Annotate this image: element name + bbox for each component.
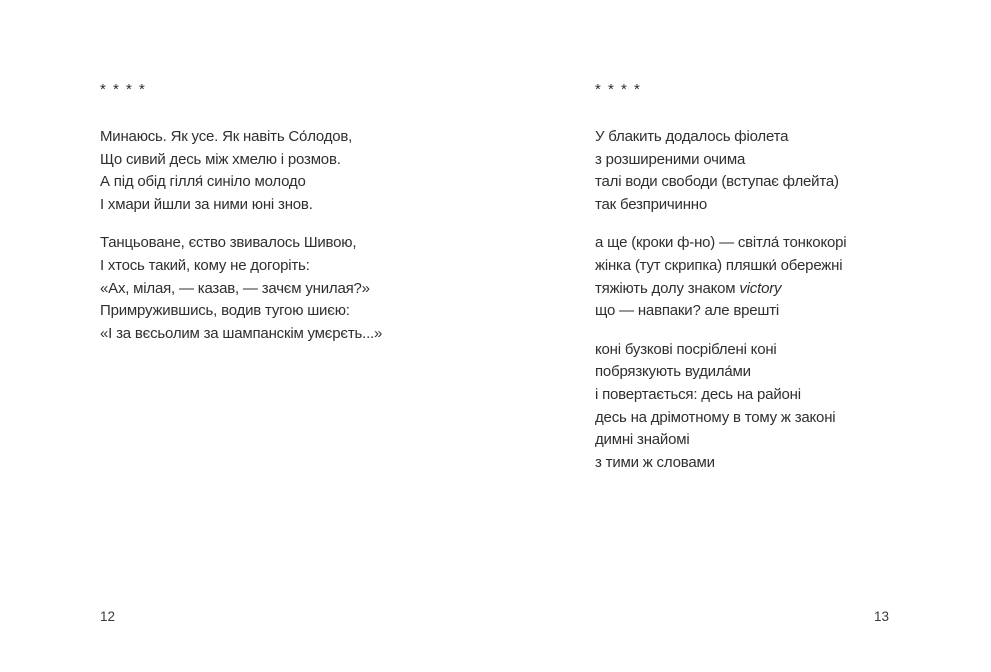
right-page-number: 13 — [874, 609, 890, 624]
poem-line: «І за вєсьолим за шампанскім умєрєть...» — [100, 324, 383, 342]
poem-line: так безпричинно — [595, 195, 708, 213]
poem-line: «Ах, мілая, — казав, — зачєм унилая?» — [100, 279, 370, 297]
stanza — [595, 232, 955, 322]
poem-line: коні бузкові посріблені коні — [595, 340, 777, 358]
italic-text-segment: victory — [739, 279, 782, 297]
poem-line: що — навпаки? але врешті — [595, 302, 780, 320]
poem-line: І хмари йшли за ними юні знов. — [100, 195, 313, 213]
poem-line: Примружившись, водив тугою шиєю: — [100, 302, 350, 320]
stanza — [595, 126, 955, 216]
poem-line: У блакить додалось фіолета — [595, 128, 789, 145]
poem-line: десь на дрімотному в тому ж законі — [595, 408, 836, 426]
stanza — [100, 126, 520, 216]
right-poem-asterisk-header: * * * * — [595, 81, 642, 98]
poem-line: з розширеними очима — [595, 150, 746, 168]
left-poem-asterisk-header: * * * * — [100, 81, 147, 98]
poem-line: Танцьоване, єство звивалось Шивою, — [100, 234, 357, 252]
left-page — [100, 78, 520, 361]
stanza — [100, 232, 520, 345]
poem-line: і повертається: десь на районі — [595, 385, 801, 403]
poem-line: побрязкують вудила́ми — [595, 363, 751, 381]
poem-line: Минаюсь. Як усе. Як навіть Со́лодов, — [100, 128, 353, 145]
poem-line: І хтось такий, кому не догоріть: — [100, 256, 310, 274]
poem-line: жінка (тут скрипка) пляшки́ обережні — [595, 256, 843, 274]
poem-line: А під обід гілля́ синіло молодо — [100, 173, 306, 191]
poem-line: Що сивий десь між хмелю і розмов. — [100, 150, 341, 168]
poem-line — [595, 278, 955, 301]
left-page-number: 12 — [100, 609, 116, 624]
poem-line: димні знайомі — [595, 431, 690, 449]
right-poem-body — [595, 126, 955, 474]
poem-line: а ще (кроки ф-но) — світла́ тонкокорі — [595, 234, 847, 252]
right-page — [595, 78, 955, 490]
poem-line: з тими ж словами — [595, 453, 715, 471]
stanza — [595, 339, 955, 475]
left-poem-body — [100, 126, 520, 345]
poem-line: талі води свободи (вступає флейта) — [595, 173, 839, 191]
text-segment: тяжіють долу знаком — [595, 279, 740, 297]
